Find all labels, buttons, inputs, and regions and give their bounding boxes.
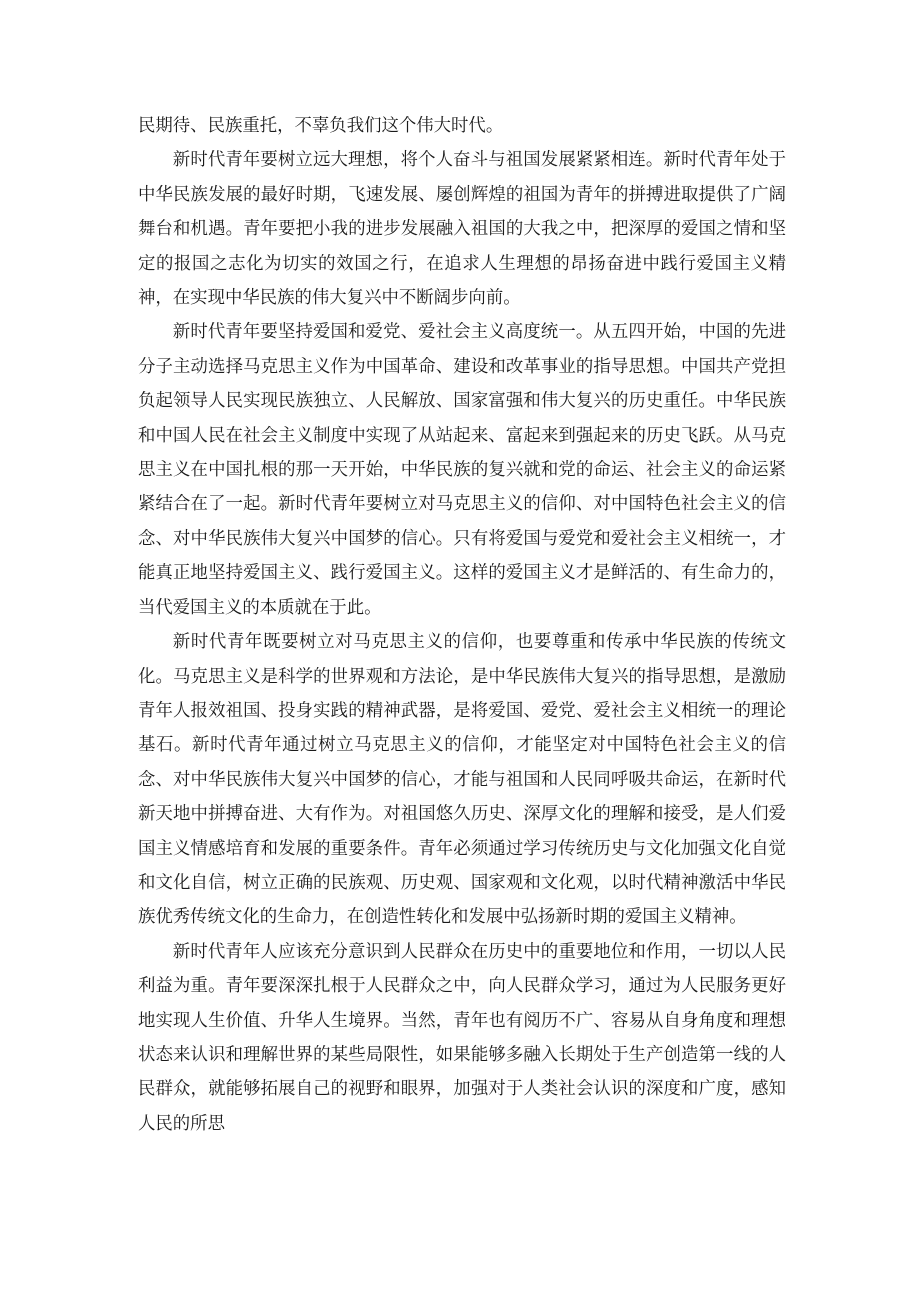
paragraph-continuation: 民期待、民族重托，不辜负我们这个伟大时代。 xyxy=(138,116,504,136)
paragraph-people: 新时代青年人应该充分意识到人民群众在历史中的重要地位和作用，一切以人民利益为重。青年要深深扎根于人民群众之中，向人民群众学习，通过为人民服务更好地实现人生价值、升华人生境界。当然，青年也有阅历不广、容易从自身角度和理想状态来认识和理解世界的某些局限性，如果能够多融入长期处于生产创造第一线的人民群众，就能够拓展自己的视野和眼界，加强对于人类社会认识的深度和广度，感知人民的所思 xyxy=(138,941,786,1134)
paragraph-patriotism-party-socialism: 新时代青年要坚持爱国和爱党、爱社会主义高度统一。从五四开始，中国的先进分子主动选择马克思主义作为中国革命、建设和改革事业的指导思想。中国共产党担负起领导人民实现民族独立、人民解放、国家富强和伟大复兴的历史重任。中华民族和中国人民在社会主义制度中实现了从站起来、富起来到强起来的历史飞跃。从马克思主义在中国扎根的那一天开始，中华民族的复兴就和党的命运、社会主义的命运紧紧结合在了一起。新时代青年要树立对马克思主义的信仰、对中国特色社会主义的信念、对中华民族伟大复兴中国梦的信心。只有将爱国与爱党和爱社会主义相统一，才能真正地坚持爱国主义、践行爱国主义。这样的爱国主义才是鲜活的、有生命力的，当代爱国主义的本质就在于此。 xyxy=(138,322,786,618)
document-body xyxy=(138,109,786,1141)
paragraph-marxism-traditional-culture: 新时代青年既要树立对马克思主义的信仰，也要尊重和传承中华民族的传统文化。马克思主义是科学的世界观和方法论，是中华民族伟大复兴的指导思想，是激励青年人报效祖国、投身实践的精神武器，是将爱国、爱党、爱社会主义相统一的理论基石。新时代青年通过树立马克思主义的信仰，才能坚定对中国特色社会主义的信念、对中华民族伟大复兴中国梦的信心，才能与祖国和人民同呼吸共命运，在新时代新天地中拼搏奋进、大有作为。对祖国悠久历史、深厚文化的理解和接受，是人们爱国主义情感培育和发展的重要条件。青年必须通过学习传统历史与文化加强文化自觉和文化自信，树立正确的民族观、历史观、国家观和文化观，以时代精神激活中华民族优秀传统文化的生命力，在创造性转化和发展中弘扬新时期的爱国主义精神。 xyxy=(138,632,786,928)
paragraph-ideals: 新时代青年要树立远大理想，将个人奋斗与祖国发展紧紧相连。新时代青年处于中华民族发展的最好时期，飞速发展、屡创辉煌的祖国为青年的拼搏进取提供了广阔舞台和机遇。青年要把小我的进步发展融入祖国的大我之中，把深厚的爱国之情和坚定的报国之志化为切实的效国之行，在追求人生理想的昂扬奋进中践行爱国主义精神，在实现中华民族的伟大复兴中不断阔步向前。 xyxy=(138,150,786,309)
